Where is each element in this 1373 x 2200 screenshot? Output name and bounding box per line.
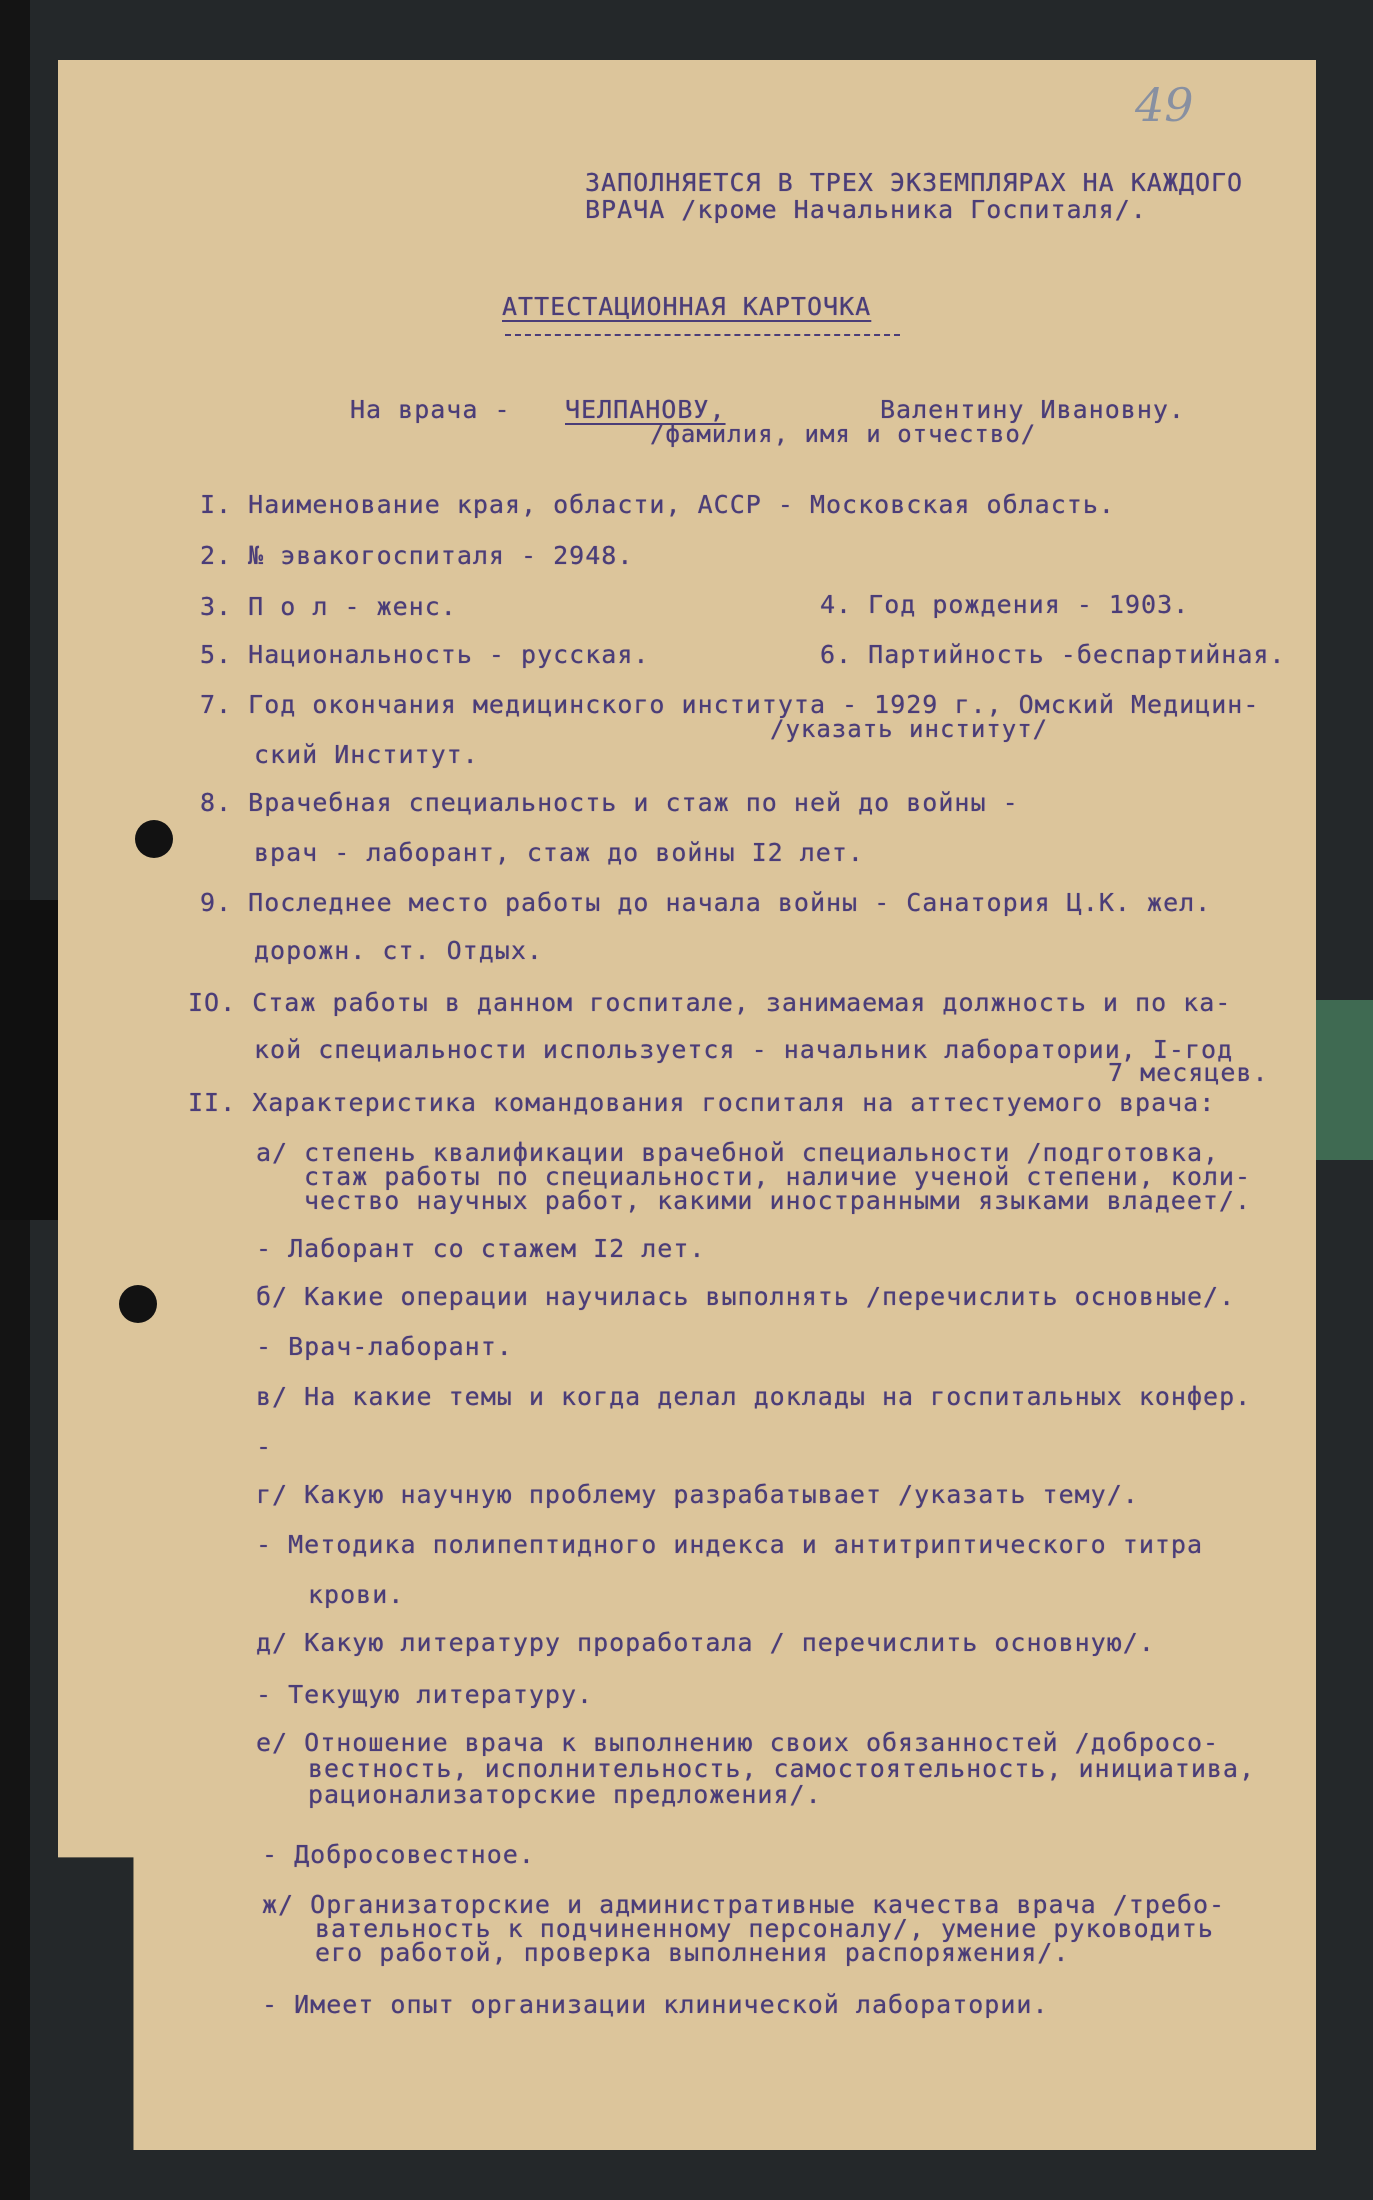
section-g-question: г/ Какую научную проблему разрабатывает /указать тему/.	[256, 1480, 1139, 1509]
header-note-line2: ВРАЧА /кроме Начальника Госпиталя/.	[585, 195, 1147, 224]
document-title: АТТЕСТАЦИОННАЯ КАРТОЧКА	[502, 292, 872, 321]
section-b-answer: - Врач-лаборант.	[256, 1332, 513, 1361]
field-9-line1: 9. Последнее место работы до начала войны - Санатория Ц.К. жел.	[200, 888, 1212, 917]
section-d-question: д/ Какую литературу проработала / перечислить основную/.	[256, 1628, 1155, 1657]
section-e-question-3: рационализаторские предложения/.	[308, 1780, 822, 1809]
section-b-question: б/ Какие операции научилась выполнять /перечислить основные/.	[256, 1282, 1236, 1311]
field-1: I. Наименование края, области, АССР - Московская область.	[200, 490, 1115, 519]
field-10-line1: IO. Стаж работы в данном госпитале, занимаемая должность и по ка-	[188, 988, 1232, 1017]
section-zh-question-3: его работой, проверка выполнения распоряжения/.	[315, 1938, 1070, 1967]
field-5: 5. Национальность - русская.	[200, 640, 650, 669]
field-11: II. Характеристика командования госпиталя на аттестуемого врача:	[188, 1088, 1216, 1117]
section-e-answer: - Добросовестное.	[262, 1840, 535, 1869]
field-9-line2: дорожн. ст. Отдых.	[254, 936, 543, 965]
field-3: 3. П о л - женс.	[200, 592, 457, 621]
section-a-question-2: стаж работы по специальности, наличие ученой степени, коли-	[304, 1162, 1252, 1191]
field-2: 2. № эвакогоспиталя - 2948.	[200, 541, 634, 570]
punch-hole-upper	[135, 820, 173, 858]
section-a-answer: - Лаборант со стажем I2 лет.	[256, 1234, 706, 1263]
field-10-line3: 7 месяцев.	[1108, 1058, 1269, 1087]
section-a-question-3: чество научных работ, какими иностранными языками владеет/.	[304, 1186, 1252, 1215]
field-10-line2: кой специальности используется - начальник лаборатории, I-год	[254, 1035, 1234, 1064]
section-zh-question-1: ж/ Организаторские и административные качества врача /требо-	[262, 1890, 1226, 1919]
folder-tab-right	[1313, 1000, 1373, 1160]
field-7-caption: /указать институт/	[770, 715, 1049, 743]
title-dash-underline	[505, 334, 900, 336]
subject-names: Валентину Ивановну.	[880, 395, 1185, 424]
field-8-line2: врач - лаборант, стаж до войны I2 лет.	[254, 838, 864, 867]
subject-caption: /фамилия, имя и отчество/	[650, 420, 1037, 448]
section-g-answer-2: крови.	[308, 1580, 405, 1609]
field-6: 6. Партийность -беспартийная.	[820, 640, 1286, 669]
folder-tab-left	[0, 900, 60, 1220]
section-e-question-1: е/ Отношение врача к выполнению своих обязанностей /добросо-	[256, 1728, 1220, 1757]
section-v-question: в/ На какие темы и когда делал доклады на госпитальных конфер.	[256, 1382, 1252, 1411]
field-7-line2: ский Институт.	[254, 740, 479, 769]
section-zh-question-2: вательность к подчиненному персоналу/, умение руководить	[315, 1914, 1214, 1943]
field-8-line1: 8. Врачебная специальность и стаж по ней до войны -	[200, 788, 1019, 817]
section-zh-answer: - Имеет опыт организации клинической лаборатории.	[262, 1990, 1049, 2019]
section-e-question-2: вестность, исполнительность, самостоятельность, инициатива,	[308, 1754, 1256, 1783]
field-4: 4. Год рождения - 1903.	[820, 590, 1190, 619]
section-g-answer-1: - Методика полипептидного индекса и антитриптического титра	[256, 1530, 1204, 1559]
header-note-line1: ЗАПОЛНЯЕТСЯ В ТРЕХ ЭКЗЕМПЛЯРАХ НА КАЖДОГО	[585, 168, 1244, 197]
punch-hole-lower	[119, 1285, 157, 1323]
field-7-line1: 7. Год окончания медицинского института - 1929 г., Омский Медицин-	[200, 690, 1260, 719]
section-v-answer: -	[256, 1432, 273, 1461]
folio-number: 49	[1135, 78, 1194, 132]
section-d-answer: - Текущую литературу.	[256, 1680, 594, 1709]
subject-prefix: На врача -	[350, 395, 511, 424]
section-a-question-1: а/ степень квалификации врачебной специальности /подготовка,	[256, 1138, 1220, 1167]
subject-surname: ЧЕЛПАНОВУ,	[565, 395, 726, 424]
